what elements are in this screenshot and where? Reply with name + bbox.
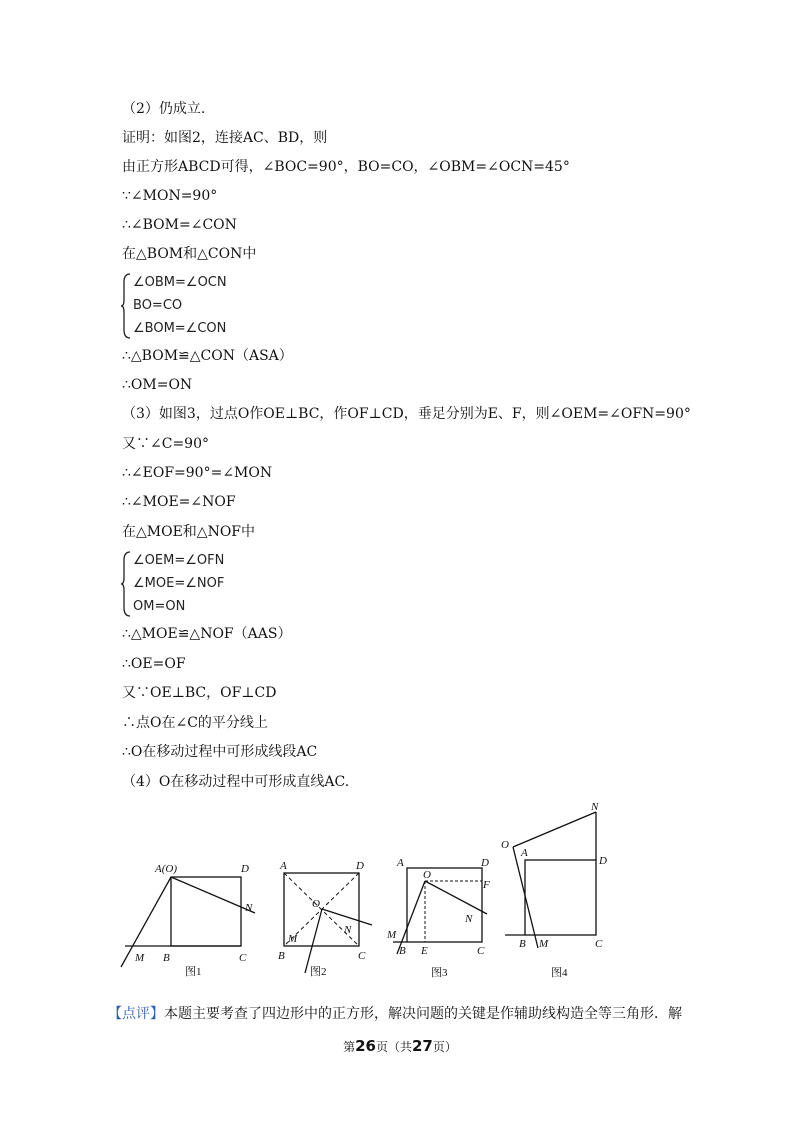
label-M: M: [539, 938, 549, 950]
text-line: ∵∠MON=90°: [122, 188, 218, 204]
text-line: （3）如图3，过点O作OE⊥BC，作OF⊥CD，垂足分别为E、F，则∠OEM=∠OFN=90°: [122, 406, 691, 422]
text-line: 证明：如图2，连接AC、BD，则: [122, 130, 328, 146]
text-line: 又∵OE⊥BC，OF⊥CD: [122, 685, 277, 701]
footer-suffix: 页）: [432, 1040, 457, 1054]
text-line: 又∵∠C=90°: [122, 436, 209, 452]
system-row: BO=CO: [133, 298, 183, 313]
page-number: 26: [355, 1037, 376, 1055]
caption-fig3: 图3: [431, 967, 448, 979]
brace-icon: [120, 272, 132, 340]
label-M: M: [135, 952, 145, 964]
label-D: D: [241, 863, 249, 875]
comment-text: 本题主要考查了四边形中的正方形，解决问题的关键是作辅助线构造全等三角形．解: [164, 1006, 682, 1022]
caption-fig2: 图2: [310, 966, 327, 978]
text-line: ∴点O在∠C的平分线上: [122, 715, 268, 731]
footer-mid: 页（共: [375, 1040, 412, 1054]
figure-4: [495, 798, 620, 983]
system-row: ∠OBM=∠OCN: [133, 275, 227, 290]
label-M: M: [387, 929, 397, 941]
label-C: C: [358, 950, 366, 962]
figure-2: [272, 855, 377, 980]
label-O: O: [423, 869, 431, 881]
text-line: ∴OE=OF: [122, 656, 186, 672]
label-N: N: [344, 924, 352, 936]
label-E: E: [421, 945, 428, 957]
page-footer: [0, 1037, 800, 1055]
comment-tag: 【点评】: [108, 1006, 164, 1022]
label-N: N: [245, 902, 253, 914]
label-B: B: [519, 938, 526, 950]
label-A: A: [397, 857, 404, 869]
label-D: D: [599, 855, 607, 867]
label-O: O: [312, 898, 320, 910]
label-M: M: [288, 933, 298, 945]
caption-fig4: 图4: [551, 967, 568, 979]
text-line: （4）O在移动过程中可形成直线AC.: [122, 774, 350, 790]
text-line: ∴∠BOM=∠CON: [122, 217, 237, 233]
label-D: D: [481, 857, 489, 869]
footer-prefix: 第: [343, 1040, 356, 1054]
text-line: （2）仍成立.: [122, 101, 206, 117]
label-C: C: [239, 952, 247, 964]
comment-note: [108, 1003, 682, 1023]
text-line: ∴∠EOF=90°=∠MON: [122, 465, 273, 481]
label-D: D: [356, 860, 364, 872]
label-C: C: [595, 938, 603, 950]
label-C: C: [477, 945, 485, 957]
label-N: N: [465, 913, 473, 925]
label-A: A: [280, 860, 287, 872]
text-line: ∴△MOE≌△NOF（AAS）: [122, 626, 292, 642]
text-line: ∴∠MOE=∠NOF: [122, 494, 236, 510]
caption-fig1: 图1: [185, 966, 202, 978]
system-row: ∠MOE=∠NOF: [133, 576, 225, 591]
text-line: ∴△BOM≌△CON（ASA）: [122, 348, 293, 364]
label-B: B: [278, 950, 285, 962]
label-B: B: [399, 945, 406, 957]
page-total: 27: [412, 1037, 433, 1055]
figure-3: [385, 852, 495, 980]
label-N: N: [591, 801, 599, 813]
text-line: 在△BOM和△CON中: [122, 246, 257, 262]
text-line: 由正方形ABCD可得，∠BOC=90°，BO=CO，∠OBM=∠OCN=45°: [122, 159, 570, 175]
text-line: ∴O在移动过程中可形成线段AC: [122, 744, 318, 760]
figure-1: [115, 855, 265, 980]
label-B: B: [163, 952, 170, 964]
label-A: A(O): [155, 863, 177, 875]
label-A: A: [521, 847, 528, 859]
brace-icon: [120, 550, 132, 618]
system-row: OM=ON: [133, 599, 186, 614]
label-O: O: [501, 839, 509, 851]
system-row: ∠BOM=∠CON: [133, 321, 227, 336]
system-row: ∠OEM=∠OFN: [133, 553, 225, 568]
text-line: 在△MOE和△NOF中: [122, 524, 256, 540]
text-line: ∴OM=ON: [122, 377, 193, 393]
label-F: F: [483, 879, 490, 891]
